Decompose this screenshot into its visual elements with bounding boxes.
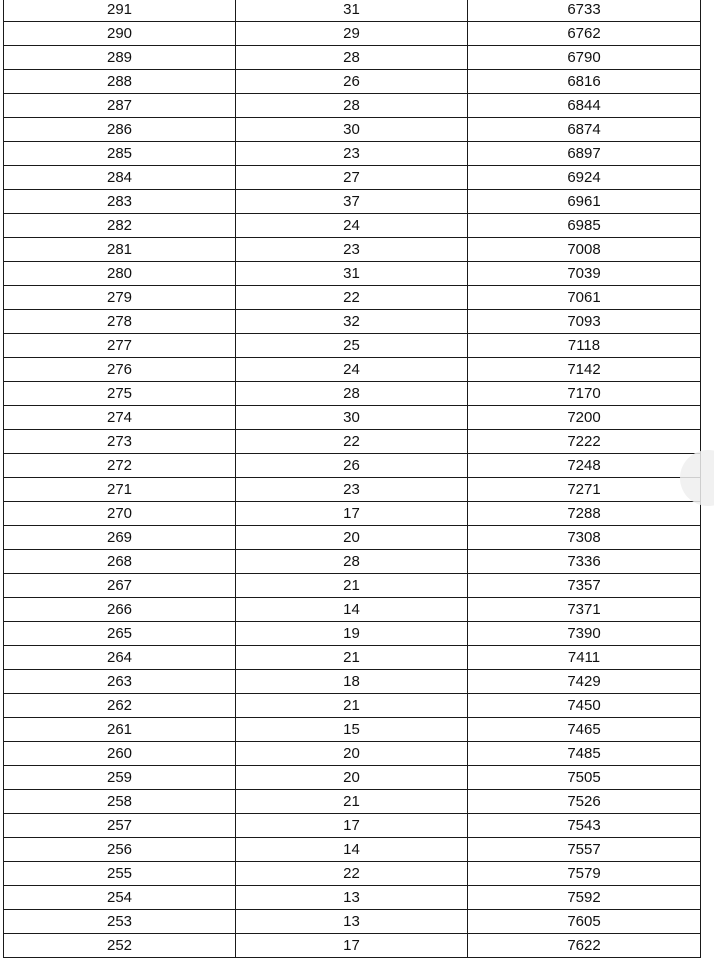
table-row [4, 22, 701, 46]
score-cell: 263 [4, 670, 236, 694]
score-cell: 291 [4, 0, 236, 22]
score-cell: 267 [4, 574, 236, 598]
table-row [4, 574, 701, 598]
cumulative-cell: 6897 [468, 142, 701, 166]
cumulative-cell: 6816 [468, 70, 701, 94]
table-row [4, 0, 701, 22]
count-cell: 32 [236, 310, 468, 334]
table-row [4, 430, 701, 454]
count-cell: 29 [236, 22, 468, 46]
score-cell: 282 [4, 214, 236, 238]
score-cell: 274 [4, 406, 236, 430]
score-cell: 288 [4, 70, 236, 94]
table-row [4, 886, 701, 910]
table-row [4, 142, 701, 166]
cumulative-cell: 7592 [468, 886, 701, 910]
count-cell: 14 [236, 598, 468, 622]
score-cell: 260 [4, 742, 236, 766]
table-row [4, 718, 701, 742]
cumulative-cell: 7557 [468, 838, 701, 862]
count-cell: 17 [236, 934, 468, 958]
count-cell: 21 [236, 574, 468, 598]
count-cell: 37 [236, 190, 468, 214]
count-cell: 24 [236, 214, 468, 238]
table-row [4, 598, 701, 622]
score-cell: 286 [4, 118, 236, 142]
score-cell: 255 [4, 862, 236, 886]
table-row [4, 262, 701, 286]
score-cell: 285 [4, 142, 236, 166]
score-table-body [4, 0, 701, 958]
score-cell: 290 [4, 22, 236, 46]
cumulative-cell: 7271 [468, 478, 701, 502]
count-cell: 26 [236, 454, 468, 478]
table-row [4, 814, 701, 838]
count-cell: 28 [236, 94, 468, 118]
table-row [4, 766, 701, 790]
count-cell: 27 [236, 166, 468, 190]
cumulative-cell: 7505 [468, 766, 701, 790]
cumulative-cell: 7039 [468, 262, 701, 286]
score-cell: 271 [4, 478, 236, 502]
cumulative-cell: 7170 [468, 382, 701, 406]
table-row [4, 70, 701, 94]
count-cell: 17 [236, 502, 468, 526]
count-cell: 23 [236, 478, 468, 502]
count-cell: 22 [236, 862, 468, 886]
table-row [4, 694, 701, 718]
count-cell: 23 [236, 238, 468, 262]
cumulative-cell: 7336 [468, 550, 701, 574]
table-row [4, 46, 701, 70]
count-cell: 13 [236, 910, 468, 934]
score-cell: 287 [4, 94, 236, 118]
count-cell: 23 [236, 142, 468, 166]
score-cell: 269 [4, 526, 236, 550]
score-cell: 277 [4, 334, 236, 358]
cumulative-cell: 7450 [468, 694, 701, 718]
cumulative-cell: 7288 [468, 502, 701, 526]
count-cell: 26 [236, 70, 468, 94]
table-row [4, 334, 701, 358]
score-cell: 273 [4, 430, 236, 454]
count-cell: 28 [236, 46, 468, 70]
table-row [4, 406, 701, 430]
table-row [4, 310, 701, 334]
table-row [4, 286, 701, 310]
count-cell: 13 [236, 886, 468, 910]
count-cell: 14 [236, 838, 468, 862]
table-row [4, 622, 701, 646]
cumulative-cell: 7061 [468, 286, 701, 310]
cumulative-cell: 7465 [468, 718, 701, 742]
count-cell: 21 [236, 694, 468, 718]
score-cell: 256 [4, 838, 236, 862]
table-row [4, 934, 701, 958]
cumulative-cell: 7371 [468, 598, 701, 622]
cumulative-cell: 6874 [468, 118, 701, 142]
table-row [4, 670, 701, 694]
count-cell: 21 [236, 790, 468, 814]
table-row [4, 94, 701, 118]
table-row [4, 118, 701, 142]
count-cell: 19 [236, 622, 468, 646]
cumulative-cell: 7411 [468, 646, 701, 670]
cumulative-cell: 7200 [468, 406, 701, 430]
count-cell: 30 [236, 406, 468, 430]
cumulative-cell: 7579 [468, 862, 701, 886]
table-row [4, 238, 701, 262]
score-cell: 283 [4, 190, 236, 214]
table-row [4, 646, 701, 670]
table-row [4, 214, 701, 238]
count-cell: 28 [236, 550, 468, 574]
score-cell: 281 [4, 238, 236, 262]
table-row [4, 454, 701, 478]
cumulative-cell: 7248 [468, 454, 701, 478]
score-cell: 276 [4, 358, 236, 382]
table-row [4, 190, 701, 214]
count-cell: 28 [236, 382, 468, 406]
cumulative-cell: 6733 [468, 0, 701, 22]
cumulative-cell: 6844 [468, 94, 701, 118]
table-row [4, 502, 701, 526]
score-cell: 257 [4, 814, 236, 838]
cumulative-cell: 7622 [468, 934, 701, 958]
score-cell: 258 [4, 790, 236, 814]
table-row [4, 550, 701, 574]
score-cell: 284 [4, 166, 236, 190]
score-table [3, 0, 701, 958]
count-cell: 25 [236, 334, 468, 358]
cumulative-cell: 7605 [468, 910, 701, 934]
cumulative-cell: 7526 [468, 790, 701, 814]
score-cell: 264 [4, 646, 236, 670]
score-cell: 268 [4, 550, 236, 574]
table-row [4, 742, 701, 766]
count-cell: 22 [236, 430, 468, 454]
score-cell: 266 [4, 598, 236, 622]
count-cell: 18 [236, 670, 468, 694]
cumulative-cell: 7485 [468, 742, 701, 766]
cumulative-cell: 6762 [468, 22, 701, 46]
cumulative-cell: 7222 [468, 430, 701, 454]
cumulative-cell: 7390 [468, 622, 701, 646]
count-cell: 17 [236, 814, 468, 838]
score-cell: 262 [4, 694, 236, 718]
score-cell: 252 [4, 934, 236, 958]
table-row [4, 790, 701, 814]
cumulative-cell: 6985 [468, 214, 701, 238]
score-cell: 279 [4, 286, 236, 310]
score-cell: 254 [4, 886, 236, 910]
count-cell: 20 [236, 766, 468, 790]
cumulative-cell: 7543 [468, 814, 701, 838]
count-cell: 15 [236, 718, 468, 742]
score-cell: 270 [4, 502, 236, 526]
count-cell: 31 [236, 262, 468, 286]
cumulative-cell: 7429 [468, 670, 701, 694]
cumulative-cell: 7118 [468, 334, 701, 358]
table-row [4, 358, 701, 382]
score-cell: 272 [4, 454, 236, 478]
cumulative-cell: 7308 [468, 526, 701, 550]
score-table-sheet [3, 0, 700, 958]
count-cell: 30 [236, 118, 468, 142]
table-row [4, 382, 701, 406]
table-row [4, 862, 701, 886]
table-row [4, 910, 701, 934]
score-cell: 259 [4, 766, 236, 790]
cumulative-cell: 7142 [468, 358, 701, 382]
cumulative-cell: 6790 [468, 46, 701, 70]
cumulative-cell: 6924 [468, 166, 701, 190]
score-cell: 261 [4, 718, 236, 742]
score-cell: 278 [4, 310, 236, 334]
count-cell: 31 [236, 0, 468, 22]
score-cell: 280 [4, 262, 236, 286]
count-cell: 20 [236, 742, 468, 766]
table-row [4, 526, 701, 550]
table-row [4, 166, 701, 190]
score-cell: 265 [4, 622, 236, 646]
count-cell: 20 [236, 526, 468, 550]
cumulative-cell: 6961 [468, 190, 701, 214]
cumulative-cell: 7093 [468, 310, 701, 334]
count-cell: 22 [236, 286, 468, 310]
score-cell: 253 [4, 910, 236, 934]
table-row [4, 838, 701, 862]
count-cell: 24 [236, 358, 468, 382]
table-row [4, 478, 701, 502]
cumulative-cell: 7357 [468, 574, 701, 598]
score-cell: 289 [4, 46, 236, 70]
cumulative-cell: 7008 [468, 238, 701, 262]
count-cell: 21 [236, 646, 468, 670]
score-cell: 275 [4, 382, 236, 406]
